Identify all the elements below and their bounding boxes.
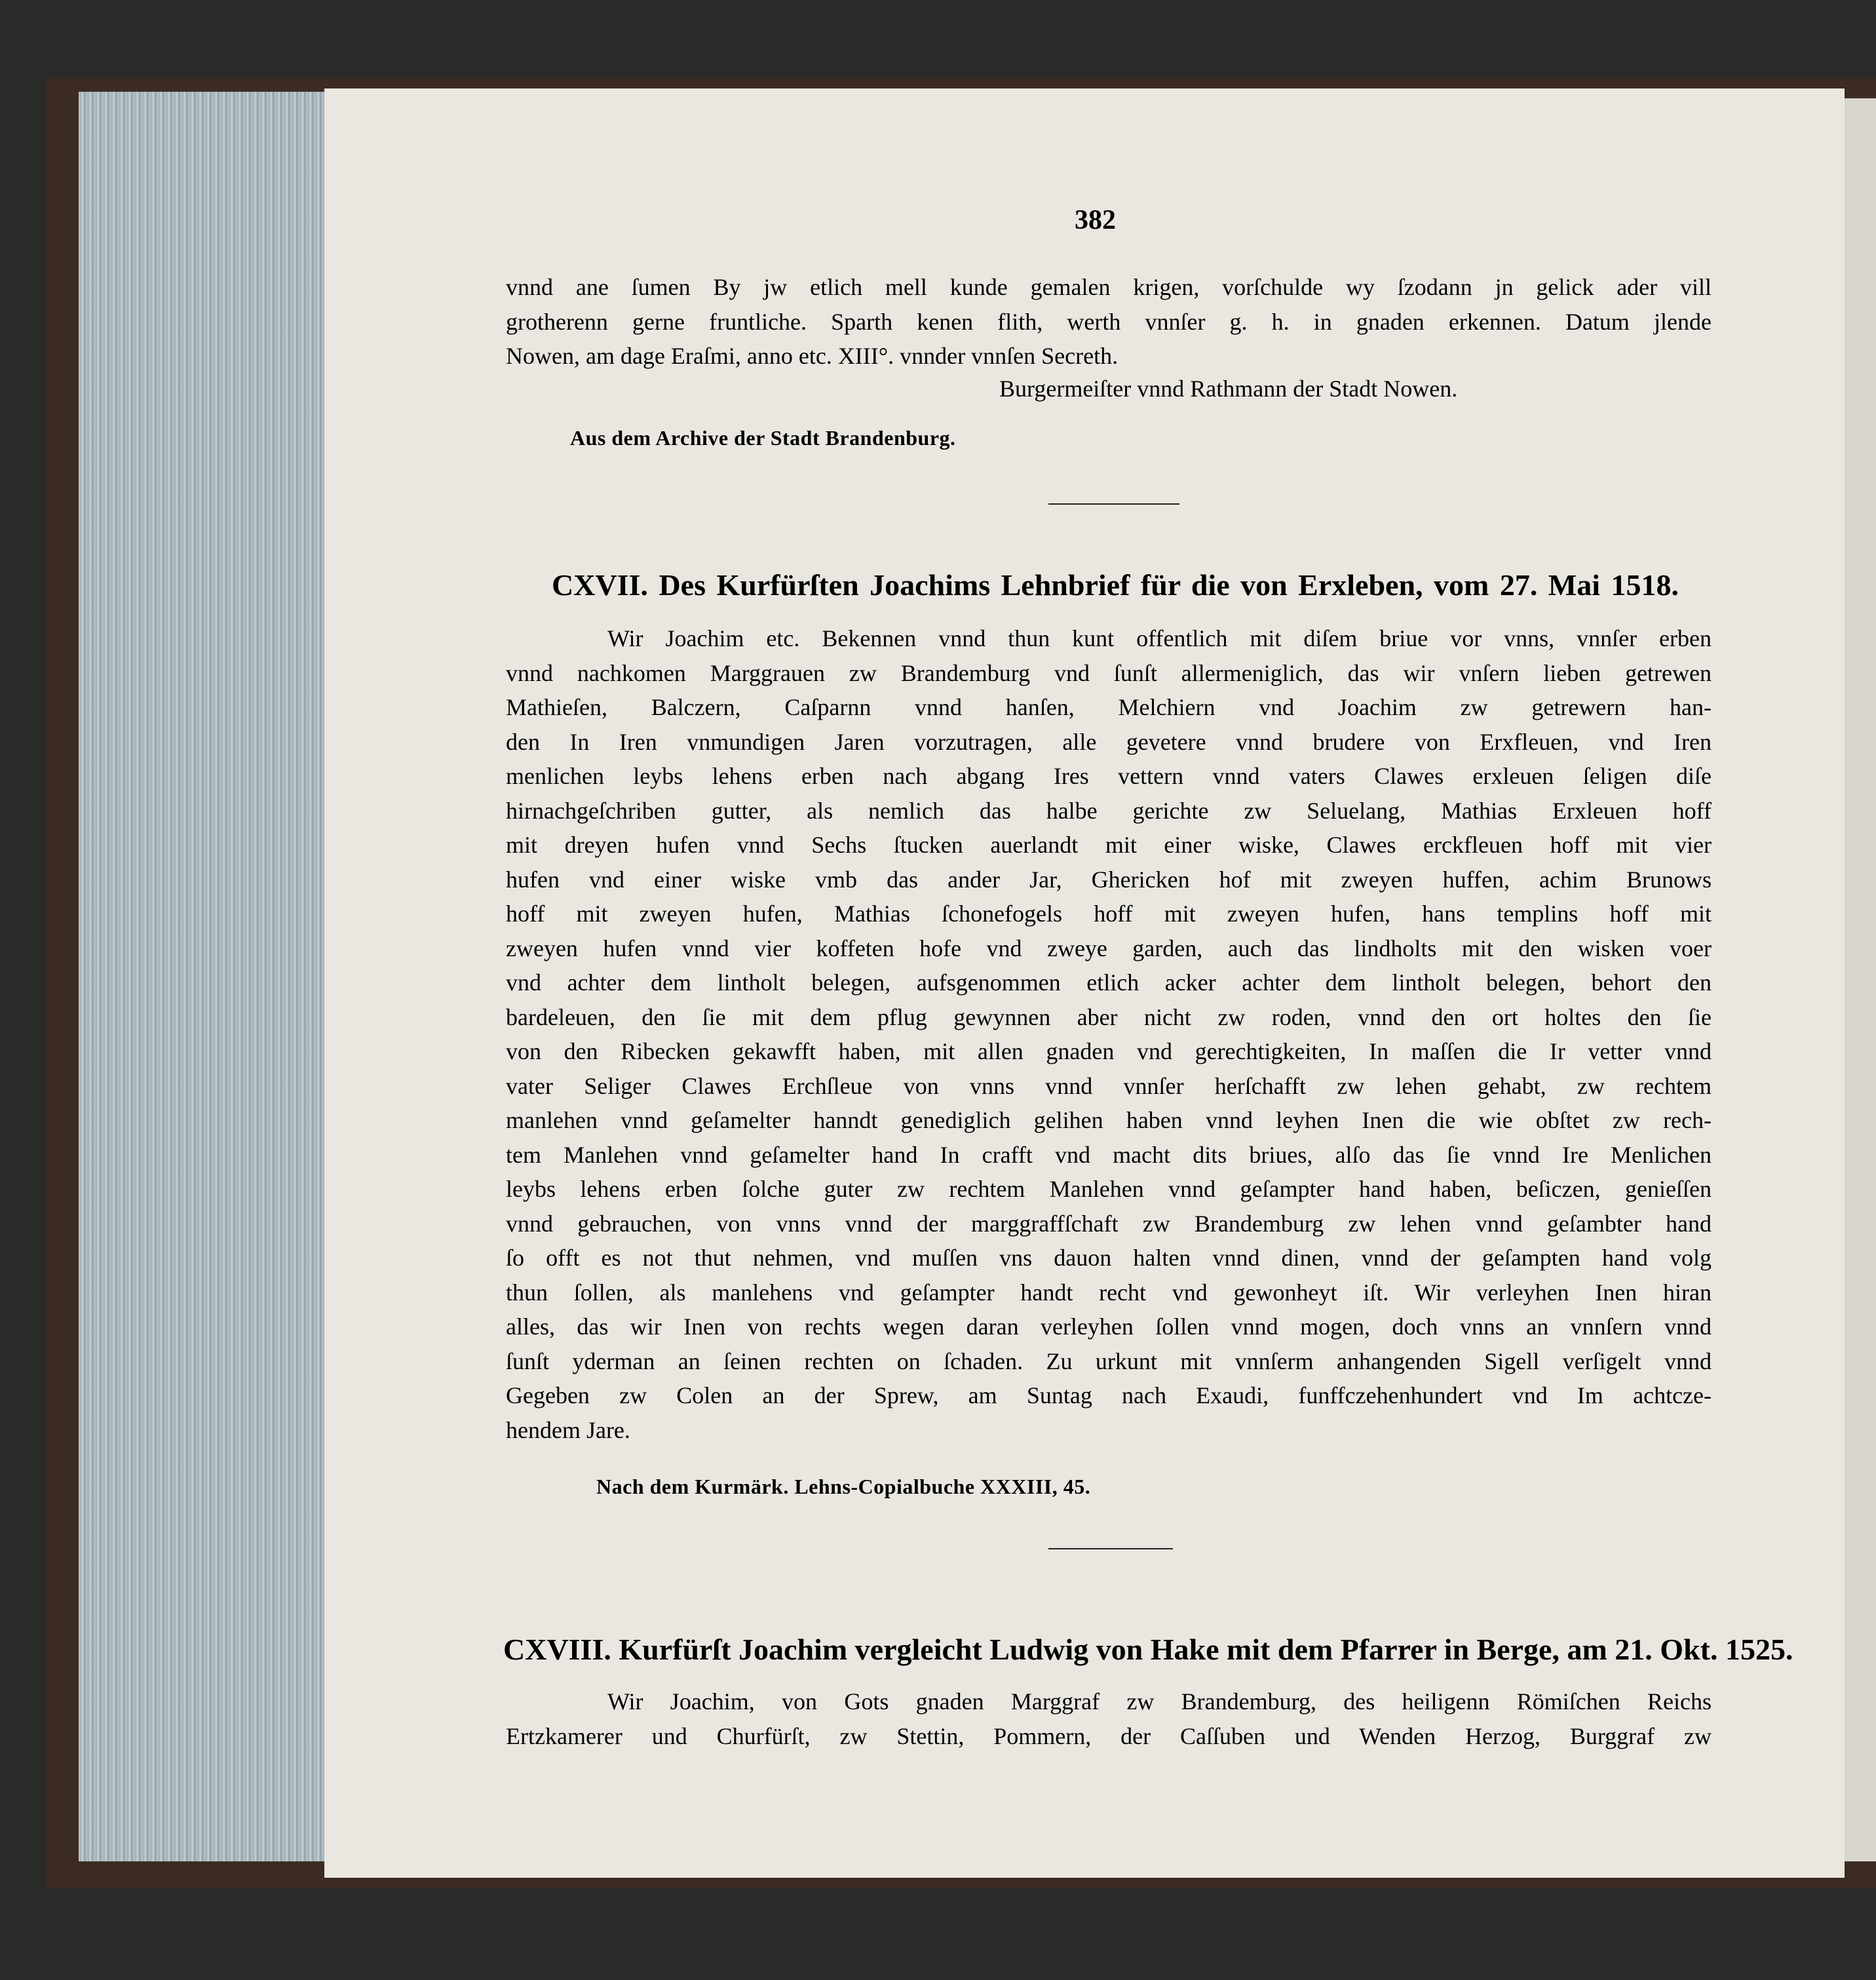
text-line: Mathieſen, Balczern, Caſparnn vnnd hanſen, Melchiern vnd Joachim zw getrewern han-	[506, 694, 1712, 720]
text-line: Nowen, am dage Eraſmi, anno etc. XIII°. vnnder vnnſen Secreth.	[506, 343, 1119, 369]
text-line: ſo offt es not thut nehmen, vnd muſſen vns dauon halten vnnd dinen, vnnd der geſampten hand volg	[506, 1245, 1712, 1271]
continuation-text	[506, 270, 1712, 374]
document-body-118	[506, 1684, 1712, 1753]
text-line: Ertzkamerer und Churfürſt, zw Stettin, Pommern, der Caſſuben und Wenden Herzog, Burggraf zw	[506, 1722, 1712, 1749]
text-line: Gegeben zw Colen an der Sprew, am Suntag nach Exaudi, funffczehenhundert vnd Im achtcze-	[506, 1382, 1712, 1408]
text-line: Wir Joachim etc. Bekennen vnnd thun kunt offentlich mit diſem briue vor vnns, vnnſer erben	[607, 625, 1712, 651]
text-line: leybs lehens erben ſolche guter zw rechtem Manlehen vnnd geſampter hand haben, beſiczen, genieſſen	[506, 1176, 1712, 1202]
text-line: vater Seliger Clawes Erchſleue von vnns vnnd vnnſer herſchafft zw lehen gehabt, zw rechtem	[506, 1072, 1712, 1099]
source-note: Nach dem Kurmärk. Lehns-Copialbuche XXXIII, 45.	[596, 1475, 1091, 1498]
text-line: manlehen vnnd geſamelter hanndt genediglich gelihen haben vnnd leyhen Inen die wie obſtet zw rech-	[506, 1107, 1712, 1133]
text-line: Wir Joachim, von Gots gnaden Marggraf zw Brandemburg, des heiligenn Römiſchen Reichs	[607, 1688, 1712, 1715]
text-line: grotherenn gerne fruntliche. Sparth kenen flith, werth vnnſer g. h. in gnaden erkennen. Datum jlende	[506, 308, 1712, 335]
text-line: hirnachgeſchriben gutter, als nemlich das halbe gerichte zw Seluelang, Mathias Erxleuen hoff	[506, 797, 1712, 824]
signature-line: Burgermeiſter vnnd Rathmann der Stadt Nowen.	[999, 376, 1458, 402]
source-note: Aus dem Archive der Stadt Brandenburg.	[570, 426, 956, 450]
text-line: von den Ribecken gekawfft haben, mit allen gnaden vnd gerechtigkeiten, In maſſen die Ir vetter vnnd	[506, 1038, 1712, 1064]
text-line: hufen vnd einer wiske vmb das ander Jar, Ghericken hof mit zweyen huffen, achim Brunows	[506, 866, 1712, 893]
section-divider	[1048, 1548, 1173, 1549]
text-line: bardeleuen, den ſie mit dem pflug gewynnen aber nicht zw roden, vnnd den ort holtes den ſie	[506, 1003, 1712, 1030]
text-line: hoff mit zweyen hufen, Mathias ſchonefogels hoff mit zweyen hufen, hans templins hoff mit	[506, 901, 1712, 927]
text-line: mit dreyen hufen vnnd Sechs ſtucken auerlandt mit einer wiske, Clawes erckfleuen hoff mit vier	[506, 832, 1712, 858]
text-line: menlichen leybs lehens erben nach abgang Ires vettern vnnd vaters Clawes erxleuen ſeligen diſe	[506, 763, 1712, 789]
page-number: 382	[1075, 205, 1116, 235]
text-line: thun ſollen, als manlehens vnd geſampter handt recht vnd gewonheyt iſt. Wir verleyhen Inen hiran	[506, 1279, 1712, 1306]
text-line: alles, das wir Inen von rechts wegen daran verleyhen ſollen vnnd mogen, doch vnns an vnnſern vnnd	[506, 1313, 1712, 1340]
document-heading-117: CXVII. Des Kurfürſten Joachims Lehnbrief für die von Erxleben, vom 27. Mai 1518.	[552, 568, 1679, 602]
text-line: hendem Jare.	[506, 1416, 630, 1443]
text-line: zweyen hufen vnnd vier koffeten hofe vnd zweye garden, auch das lindholts mit den wisken voer	[506, 935, 1712, 961]
page-edges	[79, 92, 328, 1861]
text-line: vnnd gebrauchen, von vnns vnnd der marggraffſchaft zw Brandemburg zw lehen vnnd geſambter hand	[506, 1210, 1712, 1237]
text-line: vnnd ane ſumen By jw etlich mell kunde gemalen krigen, vorſchulde wy ſzodann jn gelick ader vill	[506, 274, 1712, 300]
text-line: vnnd nachkomen Marggrauen zw Brandemburg vnd ſunſt allermeniglich, das wir vnſern lieben getrewen	[506, 659, 1712, 686]
text-line: ſunſt yderman an ſeinen rechten on ſchaden. Zu urkunt mit vnnſerm anhangenden Sigell verſigelt vnnd	[506, 1348, 1712, 1374]
document-body-117	[506, 621, 1712, 1447]
text-line: vnd achter dem lintholt belegen, aufsgenommen etlich acker achter dem lintholt belegen, behort den	[506, 969, 1712, 996]
text-line: den In Iren vnmundigen Jaren vorzutragen, alle gevetere vnnd brudere von Erxfleuen, vnd Iren	[506, 728, 1712, 755]
section-divider	[1048, 503, 1179, 505]
document-heading-118: CXVIII. Kurfürſt Joachim vergleicht Ludwig von Hake mit dem Pfarrer in Berge, am 21. Okt. 1525.	[503, 1633, 1793, 1666]
facing-page-edge	[1841, 98, 1876, 1861]
text-line: tem Manlehen vnnd geſamelter hand In crafft vnd macht dits briues, alſo das ſie vnnd Ire Menlichen	[506, 1141, 1712, 1168]
